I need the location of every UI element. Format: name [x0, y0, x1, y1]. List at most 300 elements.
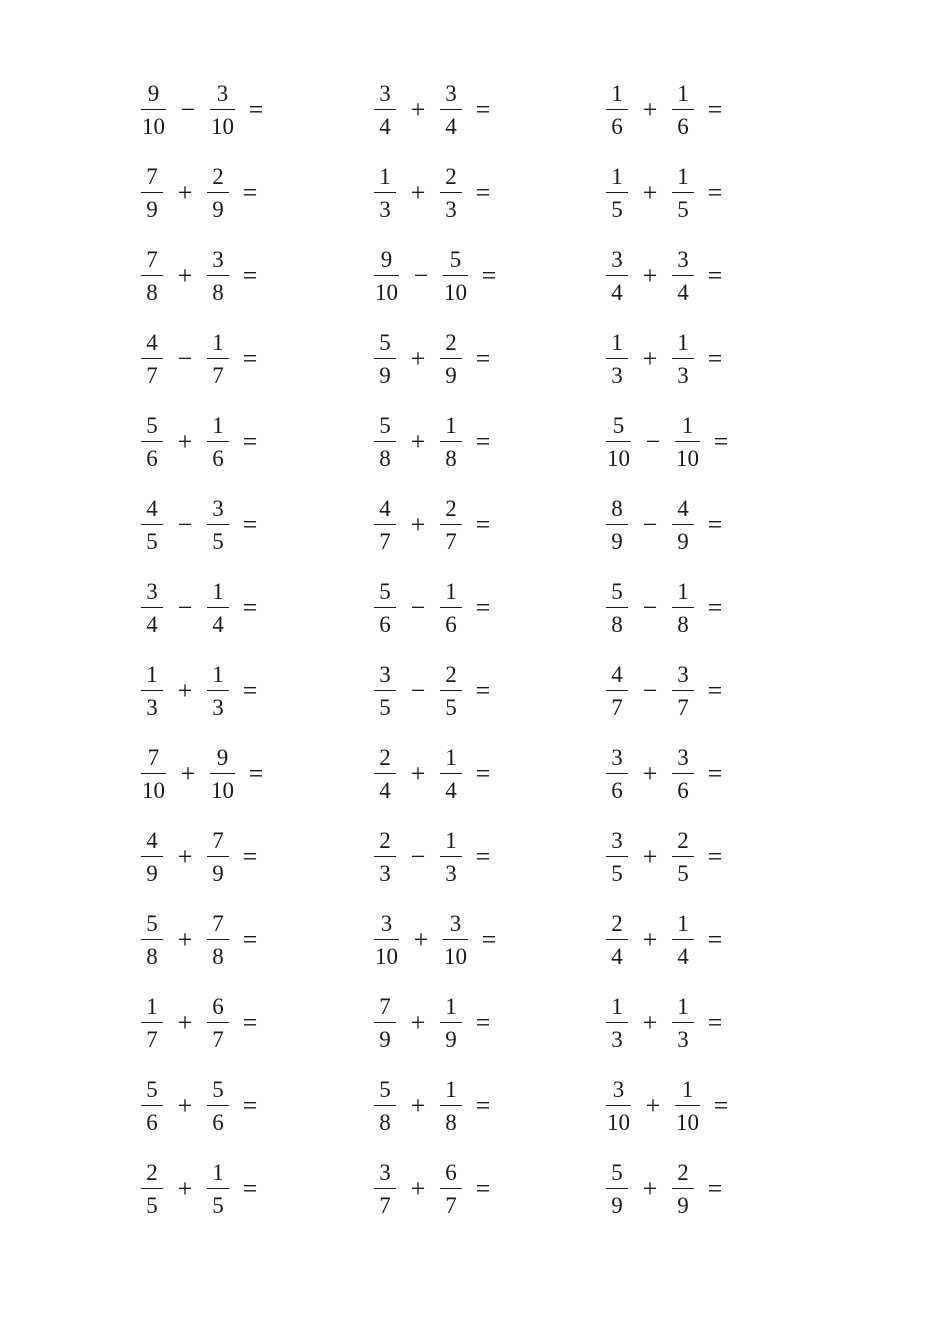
operator-sign: −: [177, 593, 193, 622]
numerator: 2: [445, 495, 457, 521]
fraction-b: [675, 1078, 700, 1134]
equals-sign: =: [707, 1174, 723, 1203]
denominator: 10: [375, 280, 398, 306]
denominator: 4: [677, 944, 689, 970]
operator-sign: −: [645, 427, 661, 456]
fraction-b: [672, 248, 694, 304]
equals-sign: =: [475, 95, 491, 124]
equals-sign: =: [481, 261, 497, 290]
fraction-a: [606, 248, 628, 304]
problem-row: [606, 490, 736, 560]
operator-sign: −: [413, 261, 429, 290]
operator-sign: +: [645, 1091, 661, 1120]
numerator: 5: [611, 578, 623, 604]
denominator: 4: [611, 944, 623, 970]
fraction-b: [672, 331, 694, 387]
equals-sign: =: [707, 95, 723, 124]
equals-sign: =: [242, 925, 258, 954]
fraction-b: [207, 1161, 229, 1217]
fraction-a: [606, 82, 628, 138]
fraction-a: [141, 1078, 163, 1134]
denominator: 5: [146, 1193, 158, 1219]
denominator: 9: [445, 363, 457, 389]
denominator: 7: [379, 1193, 391, 1219]
equals-sign: =: [707, 261, 723, 290]
fraction-a: [374, 829, 396, 885]
numerator: 1: [445, 827, 457, 853]
denominator: 10: [607, 1110, 630, 1136]
denominator: 3: [212, 695, 224, 721]
problem-row: [141, 905, 271, 975]
numerator: 1: [611, 80, 623, 106]
equals-sign: =: [475, 676, 491, 705]
problem-row: [606, 75, 736, 145]
denominator: 8: [146, 944, 158, 970]
operator-sign: −: [177, 344, 193, 373]
numerator: 3: [612, 1076, 625, 1102]
equals-sign: =: [481, 925, 497, 954]
fraction-b: [207, 331, 229, 387]
denominator: 3: [611, 1027, 623, 1053]
numerator: 8: [611, 495, 623, 521]
equals-sign: =: [242, 593, 258, 622]
denominator: 6: [146, 1110, 158, 1136]
operator-sign: +: [177, 1008, 193, 1037]
operator-sign: +: [642, 178, 658, 207]
equals-sign: =: [475, 1091, 491, 1120]
problem-row: [141, 822, 271, 892]
fraction-a: [141, 746, 166, 802]
denominator: 8: [146, 280, 158, 306]
operator-sign: −: [642, 593, 658, 622]
operator-sign: +: [410, 1174, 426, 1203]
numerator: 1: [677, 80, 689, 106]
equals-sign: =: [475, 842, 491, 871]
operator-sign: −: [410, 842, 426, 871]
numerator: 3: [216, 80, 229, 106]
problem-row: [374, 1154, 504, 1224]
numerator: 3: [677, 744, 689, 770]
operator-sign: +: [642, 1008, 658, 1037]
equals-sign: =: [707, 842, 723, 871]
equals-sign: =: [707, 759, 723, 788]
fraction-b: [672, 580, 694, 636]
fraction-a: [374, 331, 396, 387]
operator-sign: +: [177, 925, 193, 954]
numerator: 5: [379, 412, 391, 438]
denominator: 7: [212, 363, 224, 389]
denominator: 4: [445, 114, 457, 140]
equals-sign: =: [475, 427, 491, 456]
equals-sign: =: [242, 344, 258, 373]
fraction-b: [207, 580, 229, 636]
denominator: 5: [212, 529, 224, 555]
numerator: 1: [611, 993, 623, 1019]
equals-sign: =: [713, 427, 729, 456]
denominator: 8: [379, 1110, 391, 1136]
denominator: 7: [379, 529, 391, 555]
fraction-a: [374, 82, 396, 138]
equals-sign: =: [475, 759, 491, 788]
numerator: 4: [146, 827, 158, 853]
operator-sign: +: [410, 1008, 426, 1037]
numerator: 3: [445, 80, 457, 106]
numerator: 3: [611, 744, 623, 770]
fraction-a: [374, 1078, 396, 1134]
problem-row: [606, 324, 736, 394]
numerator: 1: [677, 578, 689, 604]
problem-row: [141, 1154, 271, 1224]
denominator: 5: [379, 695, 391, 721]
denominator: 7: [445, 1193, 457, 1219]
denominator: 8: [212, 944, 224, 970]
numerator: 1: [445, 578, 457, 604]
equals-sign: =: [707, 676, 723, 705]
numerator: 5: [379, 1076, 391, 1102]
denominator: 3: [611, 363, 623, 389]
fraction-a: [606, 497, 628, 553]
numerator: 2: [146, 1159, 158, 1185]
fraction-b: [440, 331, 462, 387]
operator-sign: +: [410, 178, 426, 207]
numerator: 7: [147, 744, 160, 770]
numerator: 4: [379, 495, 391, 521]
operator-sign: +: [180, 759, 196, 788]
numerator: 1: [677, 329, 689, 355]
denominator: 4: [611, 280, 623, 306]
fraction-b: [440, 414, 462, 470]
numerator: 5: [146, 412, 158, 438]
numerator: 4: [146, 329, 158, 355]
denominator: 5: [677, 197, 689, 223]
problem-row: [141, 1071, 271, 1141]
equals-sign: =: [475, 344, 491, 373]
operator-sign: +: [642, 261, 658, 290]
denominator: 6: [611, 778, 623, 804]
fraction-b: [207, 663, 229, 719]
denominator: 8: [445, 1110, 457, 1136]
fraction-a: [606, 746, 628, 802]
fraction-a: [141, 82, 166, 138]
denominator: 10: [142, 114, 165, 140]
numerator: 2: [677, 1159, 689, 1185]
problem-row: [606, 739, 736, 809]
fraction-b: [672, 829, 694, 885]
equals-sign: =: [707, 593, 723, 622]
denominator: 10: [375, 944, 398, 970]
numerator: 3: [611, 827, 623, 853]
equals-sign: =: [475, 510, 491, 539]
denominator: 9: [379, 363, 391, 389]
numerator: 5: [611, 1159, 623, 1185]
numerator: 1: [677, 163, 689, 189]
problem-row: [374, 822, 504, 892]
operator-sign: +: [642, 1174, 658, 1203]
problem-row: [141, 407, 271, 477]
fraction-b: [207, 912, 229, 968]
fraction-b: [207, 497, 229, 553]
fraction-a: [141, 331, 163, 387]
fraction-b: [207, 1078, 229, 1134]
fraction-a: [606, 663, 628, 719]
fraction-a: [141, 829, 163, 885]
problem-row: [606, 1154, 736, 1224]
denominator: 8: [379, 446, 391, 472]
numerator: 5: [379, 578, 391, 604]
denominator: 6: [677, 114, 689, 140]
problem-row: [374, 1071, 504, 1141]
numerator: 4: [677, 495, 689, 521]
denominator: 6: [379, 612, 391, 638]
problem-row: [374, 75, 504, 145]
problem-row: [141, 324, 271, 394]
numerator: 1: [681, 412, 694, 438]
numerator: 3: [379, 661, 391, 687]
fraction-a: [606, 995, 628, 1051]
numerator: 1: [379, 163, 391, 189]
fraction-b: [672, 995, 694, 1051]
fraction-b: [207, 995, 229, 1051]
numerator: 1: [212, 661, 224, 687]
fraction-a: [606, 331, 628, 387]
operator-sign: +: [177, 842, 193, 871]
numerator: 3: [379, 80, 391, 106]
numerator: 1: [212, 412, 224, 438]
equals-sign: =: [242, 261, 258, 290]
denominator: 3: [379, 197, 391, 223]
equals-sign: =: [707, 1008, 723, 1037]
numerator: 1: [445, 1076, 457, 1102]
problem-row: [141, 490, 271, 560]
numerator: 1: [146, 661, 158, 687]
fraction-b: [440, 580, 462, 636]
problem-row: [606, 407, 742, 477]
numerator: 1: [681, 1076, 694, 1102]
denominator: 5: [146, 529, 158, 555]
denominator: 10: [444, 944, 467, 970]
fraction-a: [141, 497, 163, 553]
equals-sign: =: [713, 1091, 729, 1120]
denominator: 8: [677, 612, 689, 638]
equals-sign: =: [242, 1008, 258, 1037]
fraction-a: [374, 414, 396, 470]
equals-sign: =: [707, 178, 723, 207]
denominator: 10: [444, 280, 467, 306]
equals-sign: =: [707, 344, 723, 373]
fraction-b: [207, 248, 229, 304]
fraction-a: [141, 414, 163, 470]
denominator: 3: [445, 197, 457, 223]
denominator: 7: [445, 529, 457, 555]
denominator: 9: [146, 861, 158, 887]
equals-sign: =: [242, 842, 258, 871]
operator-sign: +: [410, 759, 426, 788]
problem-row: [374, 573, 504, 643]
numerator: 2: [445, 329, 457, 355]
problem-row: [606, 573, 736, 643]
fraction-b: [672, 912, 694, 968]
operator-sign: +: [413, 925, 429, 954]
fraction-a: [141, 248, 163, 304]
denominator: 3: [677, 363, 689, 389]
numerator: 1: [445, 412, 457, 438]
operator-sign: +: [642, 925, 658, 954]
fraction-b: [443, 248, 468, 304]
equals-sign: =: [707, 510, 723, 539]
denominator: 6: [212, 446, 224, 472]
numerator: 6: [445, 1159, 457, 1185]
numerator: 3: [379, 1159, 391, 1185]
numerator: 4: [611, 661, 623, 687]
equals-sign: =: [475, 1174, 491, 1203]
fraction-b: [440, 165, 462, 221]
denominator: 10: [676, 1110, 699, 1136]
denominator: 4: [146, 612, 158, 638]
denominator: 6: [445, 612, 457, 638]
numerator: 2: [677, 827, 689, 853]
problem-row: [141, 158, 271, 228]
denominator: 10: [211, 778, 234, 804]
operator-sign: −: [642, 510, 658, 539]
numerator: 7: [146, 246, 158, 272]
operator-sign: +: [642, 95, 658, 124]
fraction-b: [440, 663, 462, 719]
denominator: 6: [611, 114, 623, 140]
numerator: 1: [212, 1159, 224, 1185]
fraction-b: [440, 829, 462, 885]
numerator: 2: [379, 744, 391, 770]
denominator: 9: [212, 197, 224, 223]
fraction-b: [672, 663, 694, 719]
operator-sign: +: [177, 1091, 193, 1120]
denominator: 10: [607, 446, 630, 472]
fraction-b: [210, 746, 235, 802]
fraction-a: [374, 663, 396, 719]
denominator: 9: [677, 1193, 689, 1219]
numerator: 9: [216, 744, 229, 770]
denominator: 5: [677, 861, 689, 887]
numerator: 5: [379, 329, 391, 355]
numerator: 1: [212, 578, 224, 604]
equals-sign: =: [242, 1091, 258, 1120]
denominator: 4: [445, 778, 457, 804]
denominator: 7: [146, 1027, 158, 1053]
numerator: 1: [445, 744, 457, 770]
fraction-b: [672, 1161, 694, 1217]
fraction-a: [606, 1161, 628, 1217]
denominator: 9: [611, 1193, 623, 1219]
numerator: 5: [212, 1076, 224, 1102]
operator-sign: +: [177, 676, 193, 705]
denominator: 10: [211, 114, 234, 140]
equals-sign: =: [248, 95, 264, 124]
denominator: 6: [146, 446, 158, 472]
operator-sign: +: [410, 510, 426, 539]
numerator: 1: [212, 329, 224, 355]
operator-sign: +: [410, 344, 426, 373]
numerator: 6: [212, 993, 224, 1019]
operator-sign: +: [410, 95, 426, 124]
problem-row: [374, 407, 504, 477]
problem-row: [141, 656, 271, 726]
numerator: 2: [212, 163, 224, 189]
operator-sign: +: [410, 1091, 426, 1120]
operator-sign: +: [177, 178, 193, 207]
fraction-a: [606, 912, 628, 968]
equals-sign: =: [475, 1008, 491, 1037]
denominator: 5: [445, 695, 457, 721]
fraction-a: [606, 829, 628, 885]
fraction-b: [440, 497, 462, 553]
denominator: 9: [212, 861, 224, 887]
denominator: 9: [146, 197, 158, 223]
problem-row: [374, 241, 510, 311]
equals-sign: =: [475, 593, 491, 622]
denominator: 6: [677, 778, 689, 804]
problem-row: [141, 573, 271, 643]
denominator: 10: [676, 446, 699, 472]
problem-row: [606, 158, 736, 228]
fraction-b: [443, 912, 468, 968]
denominator: 9: [445, 1027, 457, 1053]
fraction-a: [141, 580, 163, 636]
equals-sign: =: [248, 759, 264, 788]
operator-sign: −: [177, 510, 193, 539]
fraction-b: [440, 1161, 462, 1217]
numerator: 2: [379, 827, 391, 853]
denominator: 7: [146, 363, 158, 389]
fraction-b: [675, 414, 700, 470]
operator-sign: −: [642, 676, 658, 705]
equals-sign: =: [242, 178, 258, 207]
fraction-a: [374, 1161, 396, 1217]
numerator: 3: [146, 578, 158, 604]
operator-sign: +: [642, 344, 658, 373]
problem-row: [606, 822, 736, 892]
numerator: 1: [677, 993, 689, 1019]
denominator: 6: [212, 1110, 224, 1136]
fraction-b: [207, 829, 229, 885]
fraction-b: [672, 746, 694, 802]
denominator: 4: [677, 280, 689, 306]
denominator: 8: [212, 280, 224, 306]
denominator: 4: [379, 778, 391, 804]
denominator: 9: [677, 529, 689, 555]
equals-sign: =: [242, 427, 258, 456]
denominator: 9: [611, 529, 623, 555]
fraction-b: [672, 497, 694, 553]
numerator: 4: [146, 495, 158, 521]
numerator: 7: [379, 993, 391, 1019]
denominator: 5: [611, 861, 623, 887]
fraction-b: [440, 995, 462, 1051]
numerator: 3: [449, 910, 462, 936]
operator-sign: +: [642, 842, 658, 871]
denominator: 5: [611, 197, 623, 223]
numerator: 1: [611, 163, 623, 189]
fraction-b: [440, 1078, 462, 1134]
denominator: 3: [677, 1027, 689, 1053]
denominator: 8: [445, 446, 457, 472]
fraction-a: [374, 912, 399, 968]
problem-row: [141, 739, 277, 809]
numerator: 5: [449, 246, 462, 272]
numerator: 1: [677, 910, 689, 936]
denominator: 7: [677, 695, 689, 721]
numerator: 2: [445, 163, 457, 189]
problem-row: [374, 324, 504, 394]
equals-sign: =: [242, 510, 258, 539]
